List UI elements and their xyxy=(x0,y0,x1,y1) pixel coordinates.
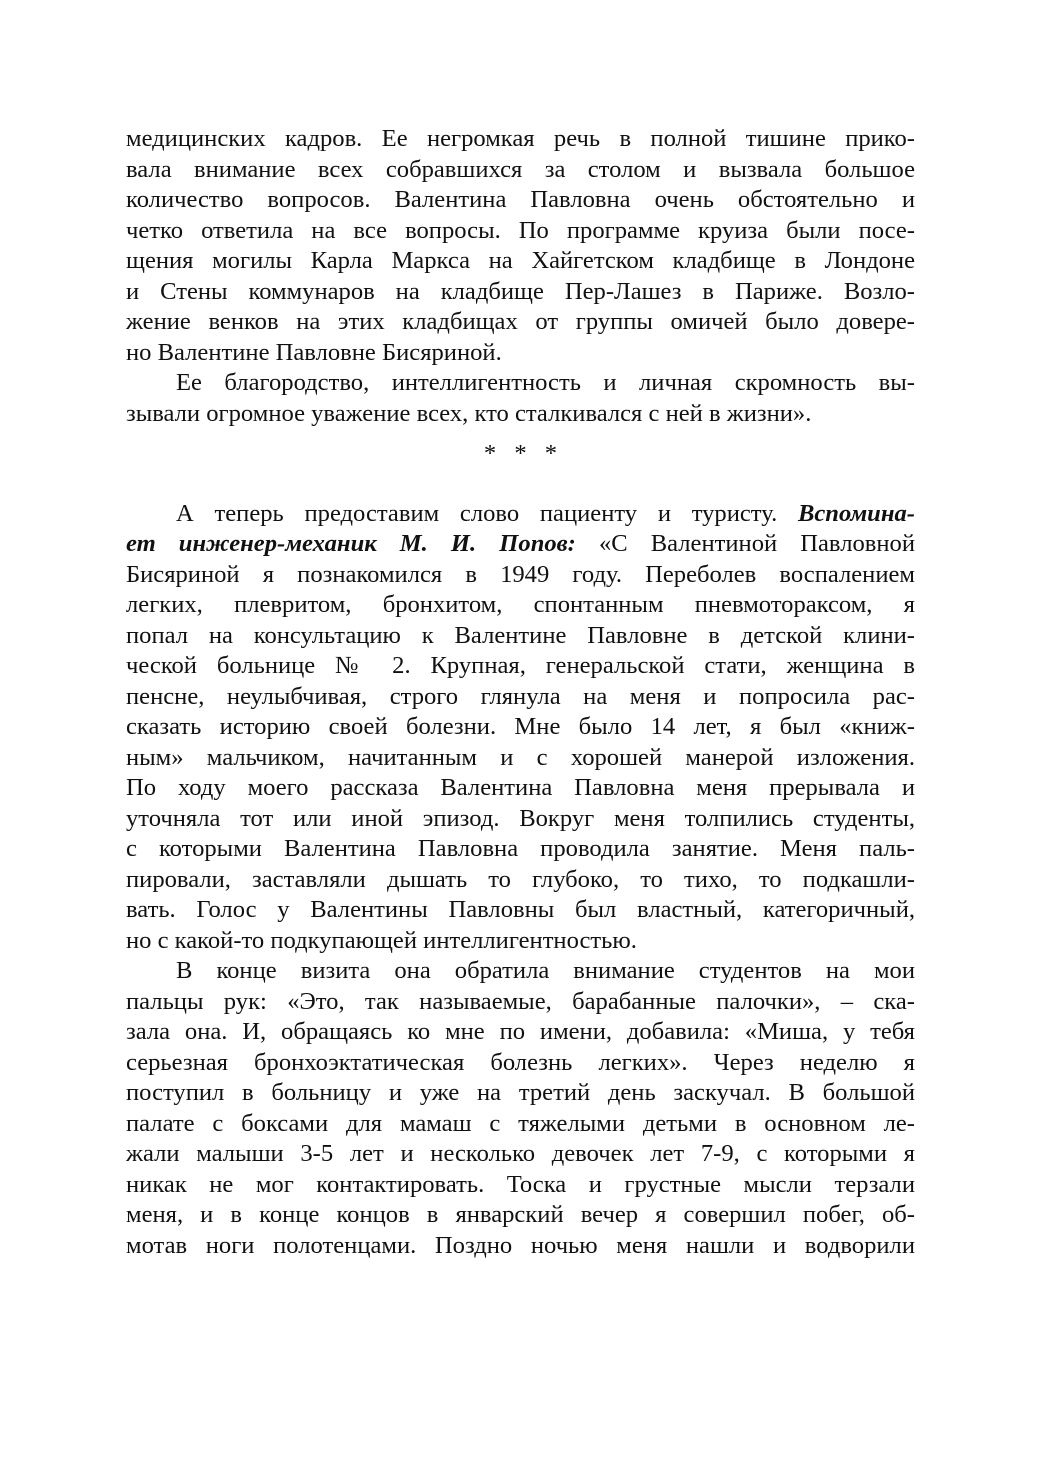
text-line: количество вопросов. Валентина Павловна очень обстоятельно и xyxy=(126,186,915,213)
paragraph-4 xyxy=(126,956,915,1261)
text-line: медицинских кадров. Ее негромкая речь в полной тишине прико- xyxy=(126,125,915,152)
text-line: ным» мальчиком, начитанным и с хорошей манерой изложения. xyxy=(126,743,915,771)
text-line: сказать историю своей болезни. Мне было 14 лет, я был «книж- xyxy=(126,713,915,740)
text-line: попал на консультацию к Валентине Павловне в детской клини- xyxy=(126,621,915,649)
text-line: зала она. И, обращаясь ко мне по имени, добавила: «Миша, у тебя xyxy=(126,1018,915,1045)
text-line: поступил в больницу и уже на третий день заскучал. В большой xyxy=(126,1079,915,1106)
text-line xyxy=(126,499,915,530)
paragraph-2 xyxy=(126,368,915,429)
section-separator: * * * xyxy=(483,440,564,467)
text-line: мотав ноги полотенцами. Поздно ночью меня нашли и водворили xyxy=(126,1231,915,1259)
text-line: Бисяриной я познакомился в 1949 году. Переболев воспалением xyxy=(126,560,915,588)
text-line: щения могилы Карла Маркса на Хайгетском кладбище в Лондоне xyxy=(126,247,915,274)
text-line: и Стены коммунаров на кладбище Пер-Лашез в Париже. Возло- xyxy=(126,277,915,305)
text-line: пировали, заставляли дышать то глубоко, то тихо, то подкашли- xyxy=(126,865,915,893)
text-line: пальцы рук: «Это, так называемые, барабанные палочки», – ска- xyxy=(126,987,915,1015)
text-line: никак не мог контактировать. Тоска и грустные мысли терзали xyxy=(126,1170,915,1198)
text-line: уточняла тот или иной эпизод. Вокруг меня толпились студенты, xyxy=(126,804,915,832)
text-line: зывали огромное уважение всех, кто сталкивался с ней в жизни». xyxy=(126,399,812,427)
text-line: ческой больнице № 2. Крупная, генеральской стати, женщина в xyxy=(126,652,915,679)
text-line: но с какой-то подкупающей интеллигентностью. xyxy=(126,926,637,954)
text-line: серьезная бронхоэктатическая болезнь легких». Через неделю я xyxy=(126,1048,915,1076)
text-line: жение венков на этих кладбищах от группы омичей было довере- xyxy=(126,308,915,335)
paragraph-1 xyxy=(126,124,915,368)
text-line: меня, и в конце концов в январский вечер я совершил побег, об- xyxy=(126,1201,915,1228)
text-line: но Валентине Павловне Бисяриной. xyxy=(126,338,502,366)
text-line: В конце визита она обратила внимание студентов на мои xyxy=(176,957,915,984)
emphasis-text: Вспомина- xyxy=(797,499,915,527)
text-line: Ее благородство, интеллигентность и личная скромность вы- xyxy=(176,369,915,396)
text-line xyxy=(126,529,915,560)
text-line: с которыми Валентина Павловна проводила занятие. Меня паль- xyxy=(126,835,915,862)
text-line: вала внимание всех собравшихся за столом и вызвала большое xyxy=(126,155,915,183)
paragraph-3 xyxy=(126,499,915,957)
text-line: пенсне, неулыбчивая, строго глянула на меня и попросила рас- xyxy=(126,682,915,710)
text-line: легких, плевритом, бронхитом, спонтанным пневмотораксом, я xyxy=(126,591,915,618)
emphasis-text: ет инженер-механик М. И. Попов: xyxy=(126,530,576,557)
text-line: жали малыши 3-5 лет и несколько девочек лет 7-9, с которыми я xyxy=(126,1140,915,1167)
text-line: По ходу моего рассказа Валентина Павловна меня прерывала и xyxy=(126,774,915,801)
text-line: вать. Голос у Валентины Павловны был властный, категоричный, xyxy=(126,896,915,923)
document-page xyxy=(126,124,915,1261)
text-line: четко ответила на все вопросы. По программе круиза были посе- xyxy=(126,216,915,244)
text-run: А теперь предоставим слово пациенту и туристу. xyxy=(176,499,798,527)
text-line: палате с боксами для мамаш с тяжелыми детьми в основном ле- xyxy=(126,1109,915,1137)
text-run: «С Валентиной Павловной xyxy=(575,530,915,557)
